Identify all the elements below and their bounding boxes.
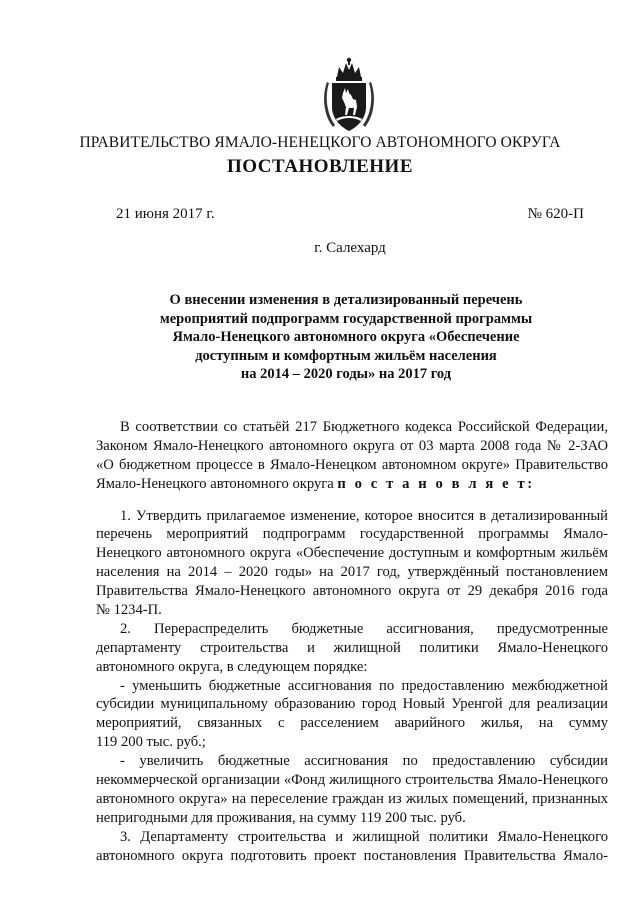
document-body xyxy=(96,418,608,865)
text-line: населения на 2014 – 2020 годы» на 2017 год, утверждённый постановлением xyxy=(96,564,608,581)
text-line: - увеличить бюджетные ассигнования по предоставлению субсидии xyxy=(120,753,608,770)
bullet-decrease-paragraph xyxy=(96,677,608,753)
subject-line: на 2014 – 2020 годы» на 2017 год xyxy=(240,366,452,383)
text-line: № 1234-П. xyxy=(96,602,162,619)
text-line: перечень мероприятий подпрограмм государственной программы Ямало- xyxy=(96,526,608,543)
document-city: г. Салехард xyxy=(314,240,386,256)
document-subject xyxy=(130,291,562,384)
text-line: автономного округа подготовить проект постановления Правительства Ямало- xyxy=(96,847,608,864)
text-line: 2. Перераспределить бюджетные ассигнования, предусмотренные xyxy=(120,620,608,637)
item-3-paragraph xyxy=(96,828,608,866)
text-line: мероприятий, связанных с расселением аварийного жилья, на сумму xyxy=(96,715,608,732)
subject-line: О внесении изменения в детализированный перечень xyxy=(169,292,523,308)
text-line xyxy=(96,475,608,494)
text-line: Правительства Ямало-Ненецкого автономного округа от 29 декабря 2016 года xyxy=(96,583,608,600)
text-line: 3. Департаменту строительства и жилищной политики Ямало-Ненецкого xyxy=(120,828,608,845)
preamble-last-text: Ямало-Ненецкого автономного округа xyxy=(96,475,338,492)
coat-of-arms-icon xyxy=(323,55,375,135)
item-1-paragraph xyxy=(96,507,608,620)
document-date: 21 июня 2017 г. xyxy=(116,206,215,222)
government-name: ПРАВИТЕЛЬСТВО ЯМАЛО-НЕНЕЦКОГО АВТОНОМНОГО ОКРУГА xyxy=(79,134,561,151)
text-line: 1. Утвердить прилагаемое изменение, которое вносится в детализированный xyxy=(120,507,608,524)
subject-line: доступным и комфортным жильём населения xyxy=(195,347,497,364)
text-line: 119 200 тыс. руб.; xyxy=(96,734,206,751)
text-line: автономного округа» на переселение граждан из жилых помещений, признанных xyxy=(96,790,608,807)
subject-line: Ямало-Ненецкого автономного округа «Обеспечение xyxy=(172,329,520,346)
item-2-paragraph xyxy=(96,620,608,677)
text-line: - уменьшить бюджетные ассигнования по предоставлению межбюджетной xyxy=(120,677,608,694)
text-line: некоммерческой организации «Фонд жилищного строительства Ямало-Ненецкого xyxy=(96,772,608,789)
text-line: автономного округа, в следующем порядке: xyxy=(96,658,368,675)
preamble-paragraph xyxy=(96,418,608,494)
text-line: департаменту строительства и жилищной политики Ямало-Ненецкого xyxy=(96,639,608,656)
document-type-title: ПОСТАНОВЛЕНИЕ xyxy=(226,156,414,177)
text-line: непригодными для проживания, на сумму 119 200 тыс. руб. xyxy=(96,809,466,826)
text-line: Ненецкого автономного округа «Обеспечение доступным и комфортным жильём xyxy=(96,545,608,562)
bullet-increase-paragraph xyxy=(96,752,608,828)
document-number: № 620-П xyxy=(527,206,584,222)
text-line: субсидии муниципальному образованию город Новый Уренгой для реализации xyxy=(96,696,608,713)
text-line: Законом Ямало-Ненецкого автономного округа от 03 марта 2008 года № 2-ЗАО xyxy=(96,437,608,454)
subject-line: мероприятий подпрограмм государственной программы xyxy=(159,310,533,327)
decree-word: п о с т а н о в л я е т: xyxy=(337,475,535,492)
text-line: В соответствии со статьёй 217 Бюджетного кодекса Российской Федерации, xyxy=(120,419,608,435)
text-line: «О бюджетном процессе в Ямало-Ненецком автономном округе» Правительство xyxy=(96,456,608,473)
